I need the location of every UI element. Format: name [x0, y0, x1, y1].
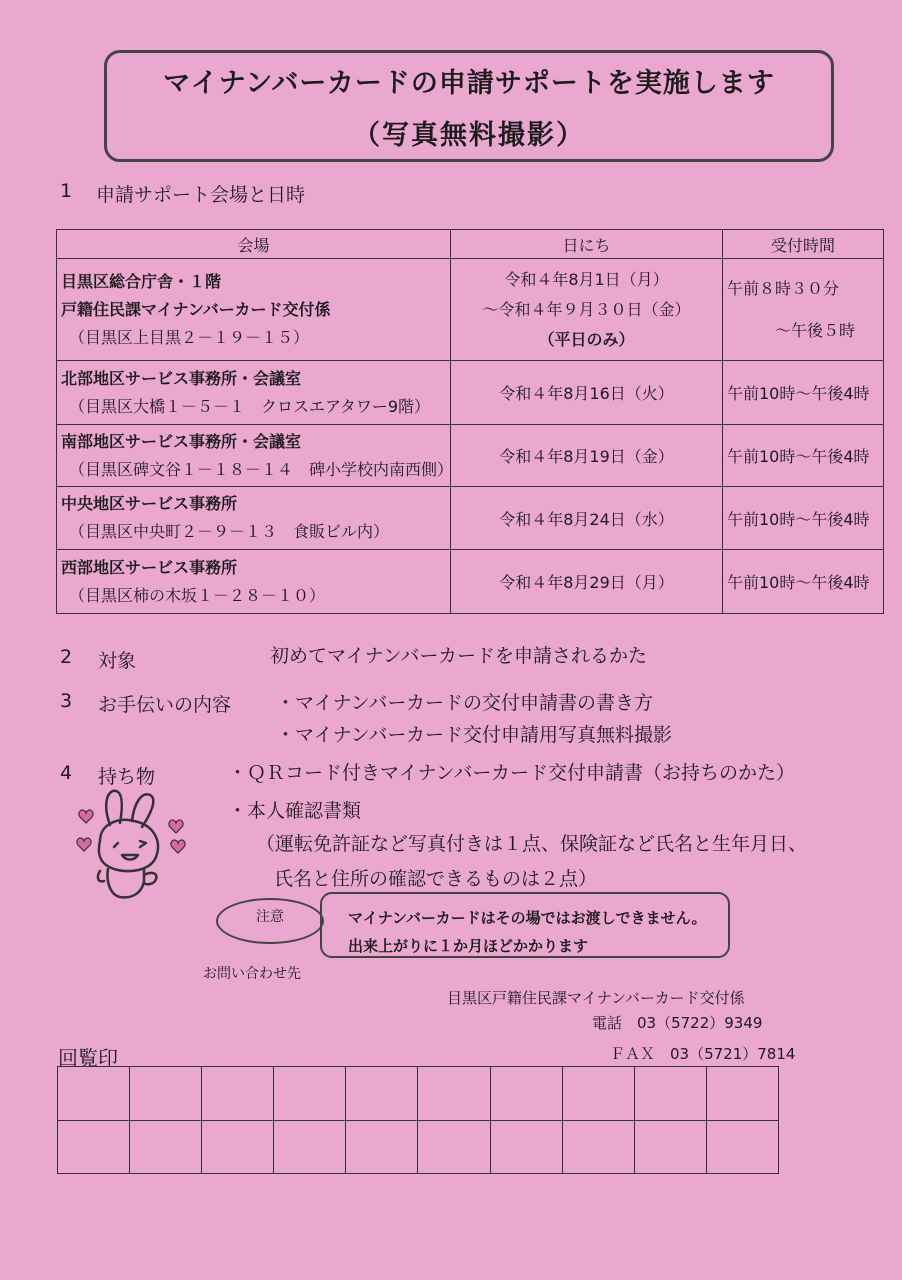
stamp-cell[interactable]: [706, 1120, 778, 1174]
header-venue: 会場: [57, 230, 451, 259]
section2-text: 初めてマイナンバーカードを申請されるかた: [270, 645, 647, 667]
stamp-cell[interactable]: [490, 1067, 562, 1121]
stamp-cell[interactable]: [490, 1120, 562, 1174]
section1-heading: 申請サポート会場と日時: [96, 184, 306, 206]
venue-name: 目黒区総合庁舎・１階: [61, 271, 222, 291]
circulation-label: 回覧印: [58, 1046, 118, 1070]
venue-name: 西部地区サービス事務所: [61, 557, 238, 577]
contact-dept: 目黒区戸籍住民課マイナンバーカード交付係: [447, 989, 745, 1007]
note-line: マイナンバーカードはその場ではお渡しできません。: [348, 909, 707, 927]
section4-heading: 持ち物: [98, 766, 156, 788]
section2-heading: 対象: [98, 650, 137, 672]
page-title: マイナンバーカードの申請サポートを実施します: [163, 68, 775, 99]
note-label: 注意: [216, 898, 324, 944]
venue-time: 午前10時～午後4時: [723, 487, 884, 550]
section4-item: ・ＱＲコード付きマイナンバーカード交付申請書（お持ちのかた）: [228, 762, 795, 784]
venue-name: 南部地区サービス事務所・会議室: [61, 431, 302, 451]
time-start: 午前８時３０分: [727, 278, 840, 298]
stamp-cell[interactable]: [562, 1067, 634, 1121]
venue-date: 令和４年8月24日（水）: [451, 487, 723, 550]
table-row: [57, 361, 884, 425]
venue-address: （目黒区柿の木坂１－２８－１０）: [69, 585, 326, 605]
contact-label: お問い合わせ先: [203, 966, 301, 982]
stamp-cell[interactable]: [274, 1120, 346, 1174]
venue-name: 北部地区サービス事務所・会議室: [61, 368, 302, 388]
table-row: [57, 425, 884, 487]
page-subtitle: （写真無料撮影）: [353, 120, 585, 151]
table-header-row: [57, 230, 884, 259]
stamp-cell[interactable]: [346, 1067, 418, 1121]
contact-fax: ＦＡＸ 03（5721）7814: [610, 1045, 796, 1063]
date-start: 令和４年8月1日（月）: [504, 269, 669, 289]
note-box: [320, 892, 730, 958]
venue-address: （目黒区大橋１－５－１ クロスエアタワー9階）: [69, 396, 431, 416]
title-box: [104, 50, 834, 162]
venue-name: 戸籍住民課マイナンバーカード交付係: [61, 299, 331, 319]
section1-number: 1: [60, 180, 73, 202]
venue-time: 午前10時～午後4時: [723, 361, 884, 425]
venue-date: 令和４年8月29日（月）: [451, 550, 723, 614]
section3-item: ・マイナンバーカードの交付申請書の書き方: [276, 692, 653, 714]
header-date: 日にち: [451, 230, 723, 259]
venue-time: 午前10時～午後4時: [723, 425, 884, 487]
venue-name: 中央地区サービス事務所: [61, 494, 238, 513]
stamp-cell[interactable]: [634, 1067, 706, 1121]
stamp-cell[interactable]: [58, 1067, 130, 1121]
stamp-cell[interactable]: [130, 1120, 202, 1174]
header-time: 受付時間: [723, 230, 884, 259]
stamp-cell[interactable]: [130, 1067, 202, 1121]
circulation-stamp-grid: [57, 1066, 779, 1174]
table-row: [57, 550, 884, 614]
table-row: [57, 259, 884, 361]
venue-schedule-table: [56, 229, 884, 614]
section3-number: 3: [60, 690, 73, 712]
time-end: ～午後５時: [774, 320, 855, 340]
section4-item: ・本人確認書類: [228, 800, 362, 822]
stamp-cell[interactable]: [418, 1067, 490, 1121]
venue-time: 午前10時～午後4時: [723, 550, 884, 614]
contact-tel: 電話 03（5722）9349: [592, 1014, 763, 1032]
section4-number: 4: [60, 762, 73, 784]
stamp-cell[interactable]: [58, 1120, 130, 1174]
venue-date: 令和４年8月19日（金）: [451, 425, 723, 487]
date-note: （平日のみ）: [538, 329, 635, 349]
section3-heading: お手伝いの内容: [98, 694, 232, 716]
date-end: ～令和４年９月３０日（金）: [482, 299, 691, 319]
stamp-cell[interactable]: [562, 1120, 634, 1174]
stamp-cell[interactable]: [202, 1067, 274, 1121]
note-line: 出来上がりに１か月ほどかかります: [348, 937, 589, 955]
table-row: [57, 487, 884, 550]
venue-address: （目黒区中央町２－９－１３ 食販ビル内）: [69, 522, 390, 541]
stamp-cell[interactable]: [274, 1067, 346, 1121]
section2-number: 2: [60, 646, 73, 668]
venue-address: （目黒区上目黒２－１９－１５）: [69, 327, 310, 347]
section3-item: ・マイナンバーカード交付申請用写真無料撮影: [276, 724, 672, 746]
stamp-cell[interactable]: [634, 1120, 706, 1174]
section4-detail: 氏名と住所の確認できるものは２点）: [274, 868, 598, 890]
rabbit-mascot-icon: [70, 785, 190, 910]
section4-detail: （運転免許証など写真付きは１点、保険証など氏名と生年月日、: [256, 833, 808, 855]
venue-date: 令和４年8月16日（火）: [451, 361, 723, 425]
venue-address: （目黒区碑文谷１－１８－１４ 碑小学校内南西側）: [69, 459, 454, 479]
stamp-cell[interactable]: [202, 1120, 274, 1174]
stamp-cell[interactable]: [346, 1120, 418, 1174]
stamp-cell[interactable]: [706, 1067, 778, 1121]
stamp-cell[interactable]: [418, 1120, 490, 1174]
